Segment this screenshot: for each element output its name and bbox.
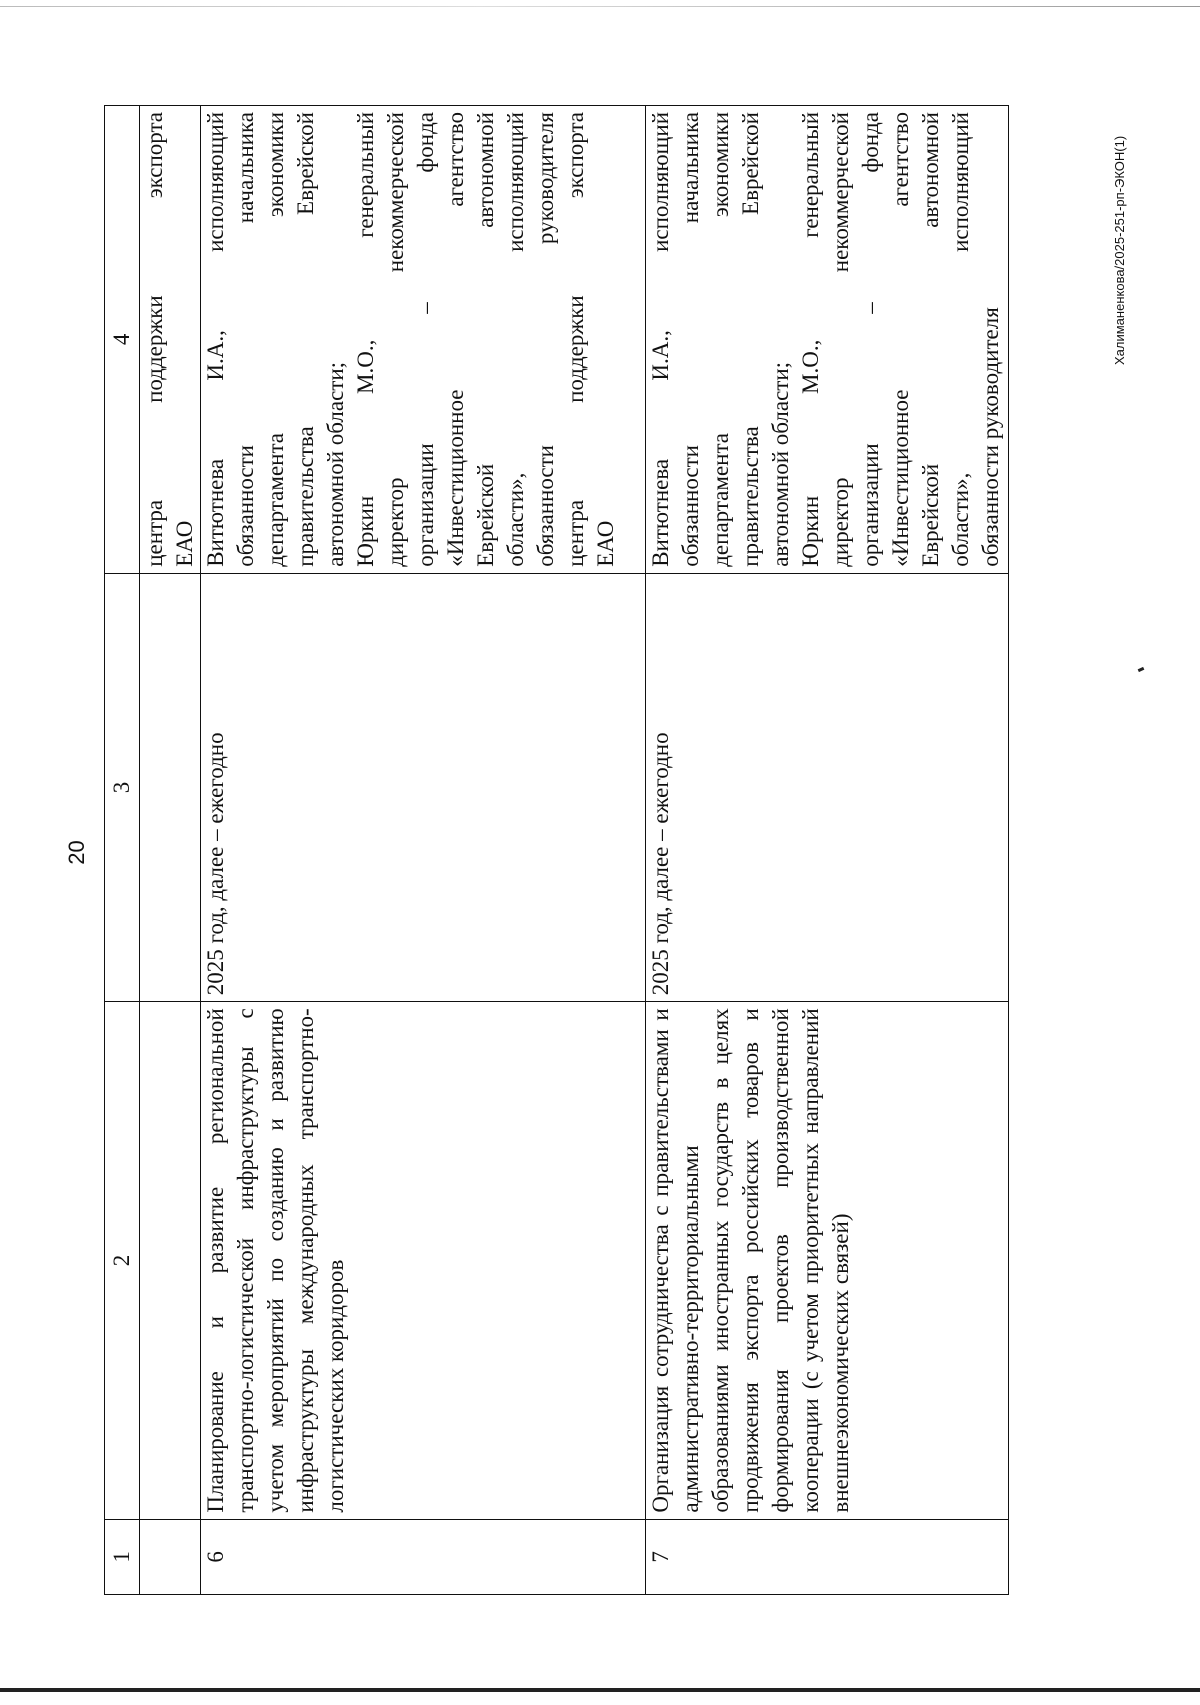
row-responsible bbox=[646, 106, 1009, 574]
header-cell-3: 3 bbox=[105, 573, 140, 1002]
row-period: 2025 год, далее – ежегодно bbox=[646, 573, 1009, 1002]
responsible-line: ЕАО bbox=[593, 520, 618, 567]
responsible-line: Витютнева И.А., исполняющий bbox=[203, 112, 228, 567]
responsible-line: Юркин М.О., генеральный bbox=[353, 112, 378, 567]
row-responsible bbox=[201, 106, 646, 574]
row-number: 6 bbox=[201, 1519, 646, 1594]
continuation-line: ЕАО bbox=[172, 520, 197, 567]
row-action bbox=[201, 1002, 646, 1519]
responsible-line: Витютнева И.А., исполняющий bbox=[648, 112, 673, 567]
continuation-period-cell bbox=[140, 573, 201, 1002]
row-number: 7 bbox=[646, 1519, 1009, 1594]
responsible-line: области», исполняющий bbox=[503, 112, 528, 567]
responsible-line: Еврейской автономной bbox=[473, 112, 498, 567]
responsible-line: Еврейской автономной bbox=[918, 112, 943, 567]
responsible-line: департамента экономики bbox=[708, 112, 733, 567]
responsible-line: «Инвестиционное агентство bbox=[443, 112, 468, 567]
document-footer-code: Халиманенкова/2025-251-рп-ЭКОН(1) bbox=[1112, 135, 1127, 365]
responsible-line: области», исполняющий bbox=[948, 112, 973, 567]
responsible-line: правительства Еврейской bbox=[293, 112, 318, 567]
header-cell-4: 4 bbox=[105, 106, 140, 574]
scan-edge-bottom bbox=[0, 1688, 1200, 1692]
responsible-line: организации – фонда bbox=[413, 112, 438, 567]
row-action bbox=[646, 1002, 1009, 1519]
responsible-line: центра поддержки экспорта bbox=[563, 112, 588, 567]
responsible-line: правительства Еврейской bbox=[738, 112, 763, 567]
measures-table bbox=[104, 105, 1009, 1595]
page-number: 20 bbox=[64, 840, 89, 865]
responsible-line: обязанности руководителя bbox=[533, 112, 558, 567]
responsible-line: обязанности начальника bbox=[233, 112, 258, 567]
row-action-text: Планирование и развитие региональной транспортно-логистической инфраструктуры с учетом мероприятий по созданию и развитию инфраструктуры международных транспортно-логистических коридоров bbox=[203, 1008, 348, 1513]
responsible-line: автономной области; bbox=[768, 361, 793, 567]
responsible-line: организации – фонда bbox=[858, 112, 883, 567]
responsible-line: обязанности начальника bbox=[678, 112, 703, 567]
header-cell-2: 2 bbox=[105, 1002, 140, 1519]
continuation-action-cell bbox=[140, 1002, 201, 1519]
header-cell-1: 1 bbox=[105, 1519, 140, 1594]
row-period: 2025 год, далее – ежегодно bbox=[201, 573, 646, 1002]
responsible-line: департамента экономики bbox=[263, 112, 288, 567]
responsible-line: директор некоммерческой bbox=[383, 112, 408, 567]
table-row bbox=[201, 106, 646, 1595]
continuation-num-cell bbox=[140, 1519, 201, 1594]
responsible-line: «Инвестиционное агентство bbox=[888, 112, 913, 567]
continuation-responsible-cell bbox=[140, 106, 201, 574]
responsible-line: автономной области; bbox=[323, 361, 348, 567]
continuation-line: центра поддержки экспорта bbox=[142, 112, 167, 567]
table-row-continuation bbox=[140, 106, 201, 1595]
table-row bbox=[646, 106, 1009, 1595]
responsible-line: Юркин М.О., генеральный bbox=[798, 112, 823, 567]
responsible-line: директор некоммерческой bbox=[828, 112, 853, 567]
table-header-row bbox=[105, 106, 140, 1595]
row-action-text: Организация сотрудничества с правительствами и административно-территориальными образованиями иностранных государств в целях продвижения экспорта российских товаров и формирования проектов производственной кооперации (с учетом приоритетных направлений внешнеэкономических связей) bbox=[648, 1008, 853, 1513]
responsible-line: обязанности руководителя bbox=[978, 307, 1003, 567]
